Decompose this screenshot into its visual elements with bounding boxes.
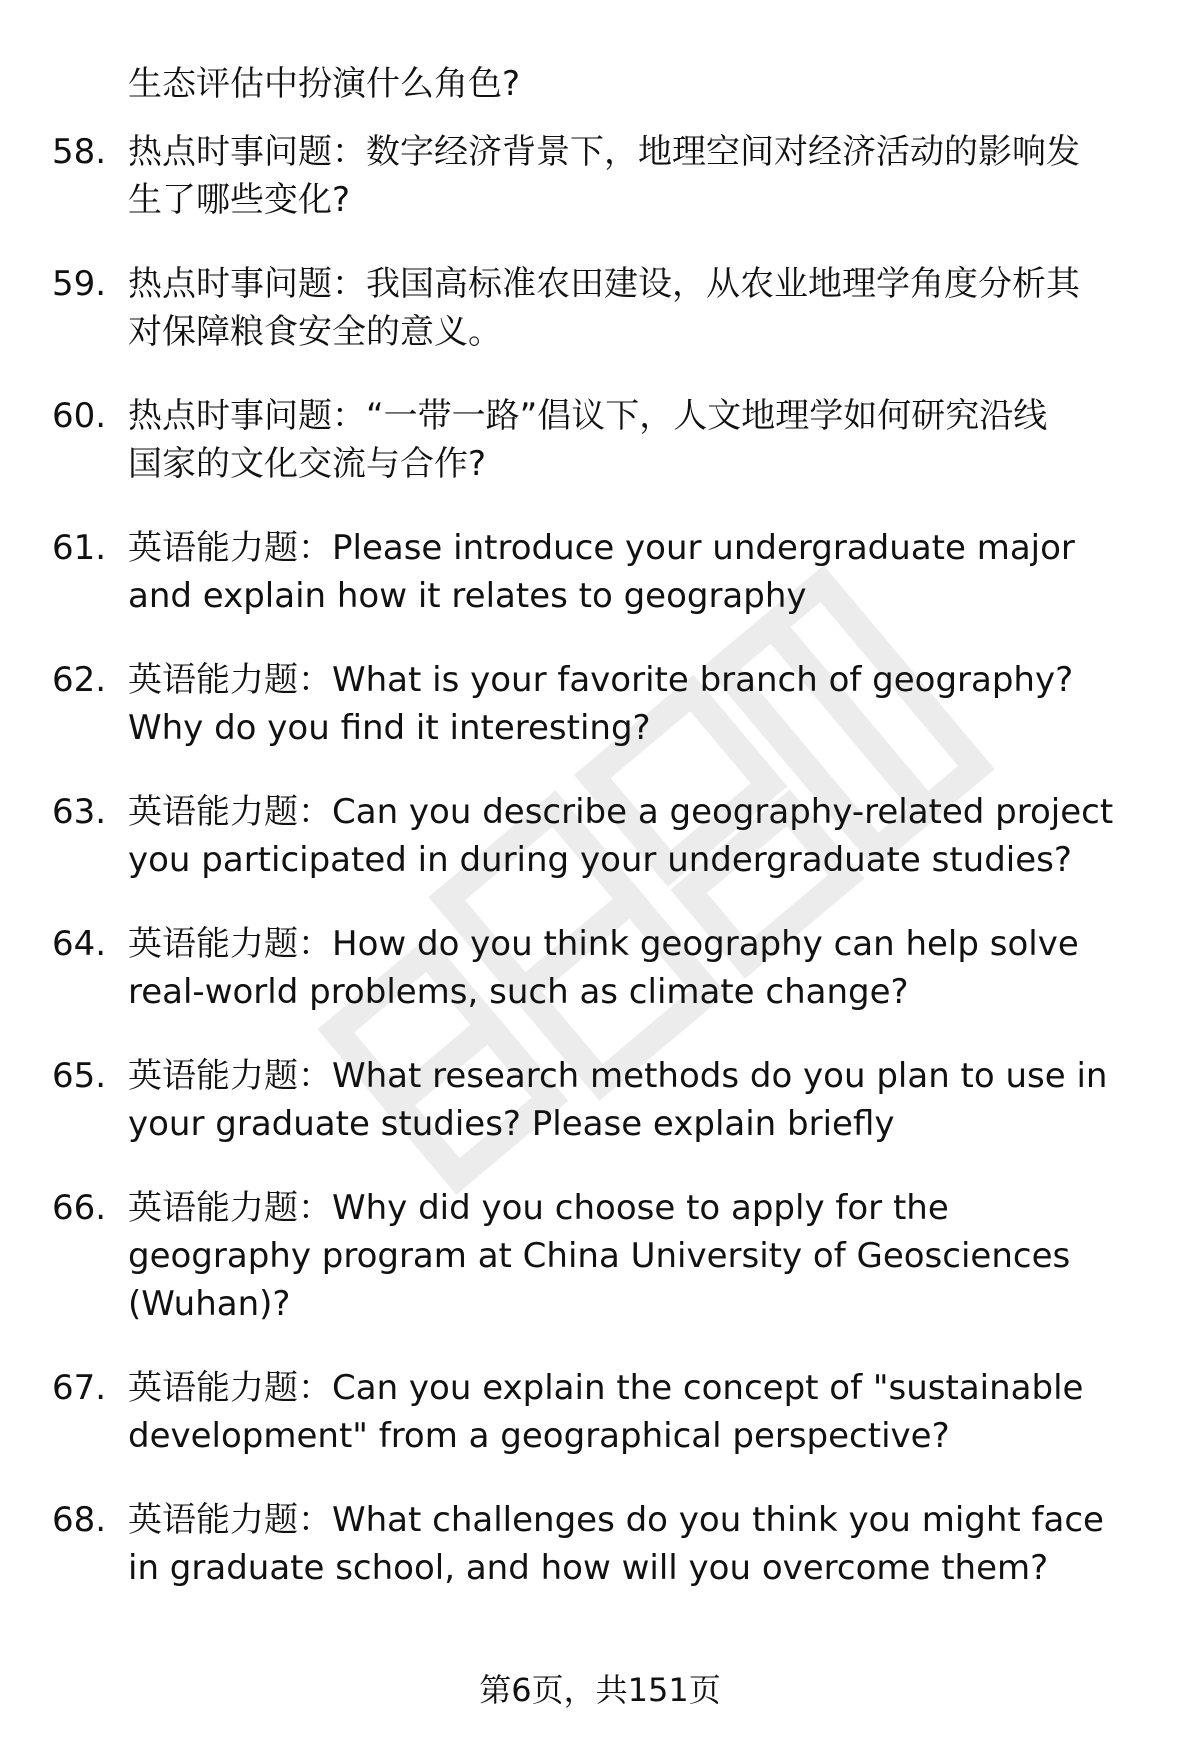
item-text: 英语能力题：What challenges do you think you might face in graduate school, and how will you overcome them? bbox=[128, 1500, 1104, 1588]
item-text: 英语能力题：What is your favorite branch of geography? Why do you find it interesting? bbox=[128, 660, 1074, 748]
item-text: 英语能力题：Why did you choose to apply for the geography program at China University of Geosciences (Wuhan)? bbox=[128, 1188, 1071, 1324]
item-text: 英语能力题：What research methods do you plan to use in your graduate studies? Please explain briefly bbox=[128, 1056, 1108, 1144]
item-number: 64. bbox=[52, 924, 107, 964]
item-text: 英语能力题：How do you think geography can help solve real-world problems, such as climate change? bbox=[128, 924, 1079, 1012]
continuation-line: 生态评估中扮演什么角色? bbox=[128, 64, 521, 104]
page-footer: 第6页，共151页 bbox=[479, 1671, 721, 1709]
item-text: 英语能力题：Please introduce your undergraduate major and explain how it relates to geography bbox=[128, 528, 1075, 616]
item-text: 热点时事问题：我国高标准农田建设，从农业地理学角度分析其 对保障粮食安全的意义。 bbox=[128, 264, 1080, 352]
item-number: 68. bbox=[52, 1500, 107, 1540]
item-text: 热点时事问题：“一带一路”倡议下，人文地理学如何研究沿线 国家的文化交流与合作? bbox=[128, 396, 1048, 484]
item-number: 59. bbox=[52, 264, 107, 304]
item-number: 66. bbox=[52, 1188, 107, 1228]
item-text: 热点时事问题：数字经济背景下，地理空间对经济活动的影响发 生了哪些变化? bbox=[128, 132, 1080, 220]
item-number: 60. bbox=[52, 396, 107, 436]
item-number: 62. bbox=[52, 660, 107, 700]
item-number: 63. bbox=[52, 792, 107, 832]
item-number: 65. bbox=[52, 1056, 107, 1096]
item-number: 67. bbox=[52, 1368, 107, 1408]
item-text: 英语能力题：Can you describe a geography-related project you participated in during your undergraduate studies? bbox=[128, 792, 1114, 880]
item-number: 58. bbox=[52, 132, 107, 172]
item-text: 英语能力题：Can you explain the concept of "sustainable development" from a geographical perspective? bbox=[128, 1368, 1084, 1456]
item-number: 61. bbox=[52, 528, 107, 568]
